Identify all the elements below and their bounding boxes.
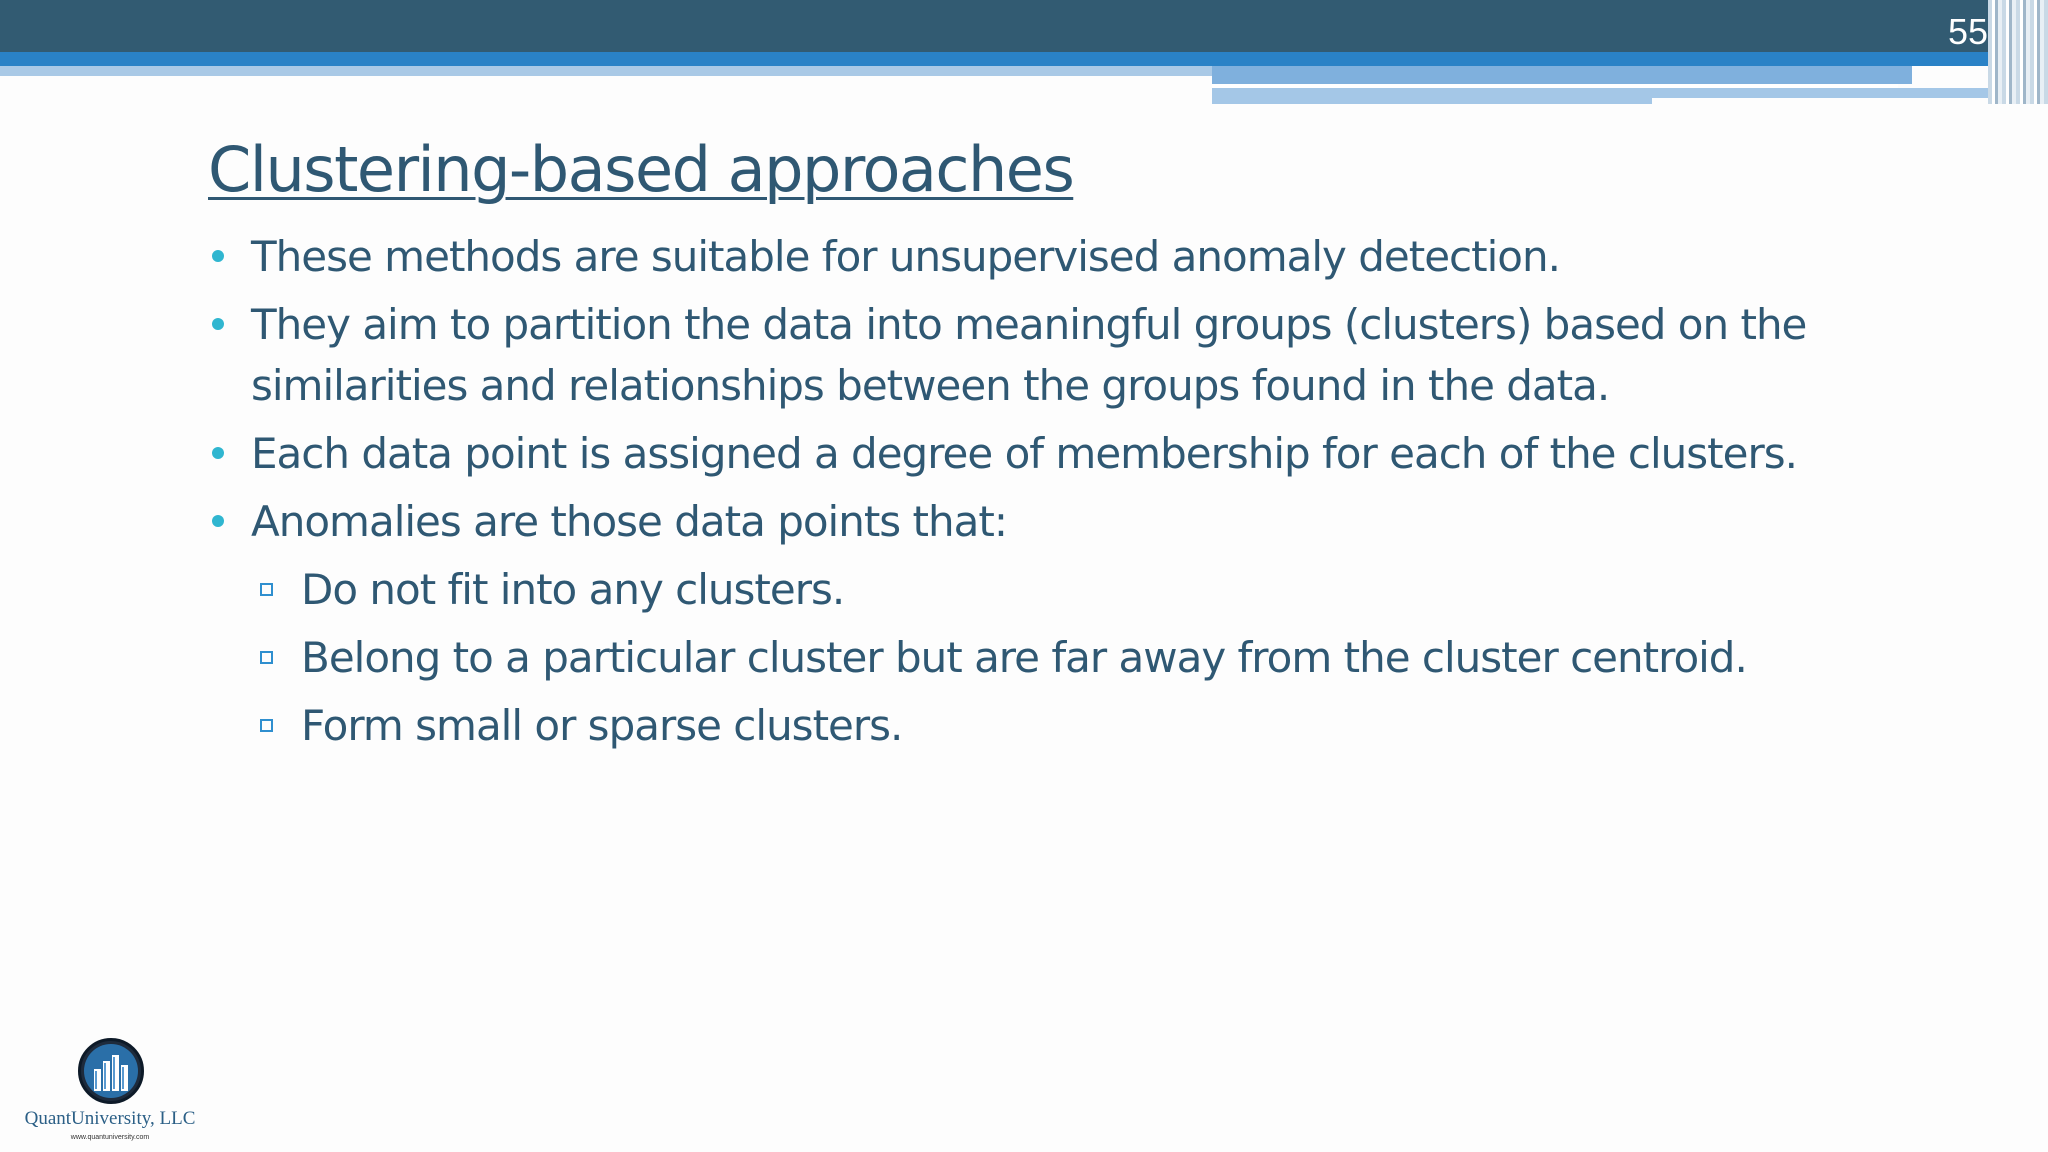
bullet-list [208, 226, 1908, 763]
sub-bullet-text: Do not fit into any clusters. [301, 565, 845, 614]
slide-number: 55 [1947, 11, 1988, 52]
sub-bullet-item [208, 559, 1908, 620]
header-light-band [0, 66, 1212, 76]
bullet-text: Each data point is assigned a degree of membership for each of the clusters. [251, 429, 1797, 478]
sub-bullet-item [208, 695, 1908, 756]
company-logo [0, 1030, 220, 1152]
buildings-logo-icon [78, 1038, 144, 1104]
bullet-dot-icon [212, 250, 224, 262]
sub-bullet-text: Form small or sparse clusters. [301, 701, 903, 750]
logo-url: www.quantuniversity.com [70, 1134, 150, 1141]
logo-company-name: QuantUniversity, LLC [24, 1108, 196, 1129]
header-right-band-cut [1652, 98, 2012, 104]
bullet-text: These methods are suitable for unsupervised anomaly detection. [251, 232, 1560, 281]
square-bullet-icon [260, 719, 273, 732]
square-bullet-icon [260, 651, 273, 664]
bullet-item [208, 226, 1908, 287]
bullet-dot-icon [212, 447, 224, 459]
bullet-text: They aim to partition the data into meaningful groups (clusters) based on the similarities and relationships between the groups found in the data. [251, 300, 1807, 410]
bullet-dot-icon [212, 318, 224, 330]
sub-bullet-item [208, 627, 1908, 688]
bullet-item [208, 491, 1908, 552]
header-stripes [1988, 0, 2048, 104]
header-right-band [1212, 66, 1912, 84]
bullet-text: Anomalies are those data points that: [251, 497, 1007, 546]
bullet-item [208, 423, 1908, 484]
bullet-dot-icon [212, 515, 224, 527]
header-accent-band [0, 52, 2048, 66]
square-bullet-icon [260, 583, 273, 596]
bullet-item [208, 294, 1908, 416]
sub-bullet-text: Belong to a particular cluster but are far away from the cluster centroid. [301, 633, 1747, 682]
slide-title: Clustering-based approaches [208, 133, 1074, 206]
header-band [0, 0, 2048, 52]
